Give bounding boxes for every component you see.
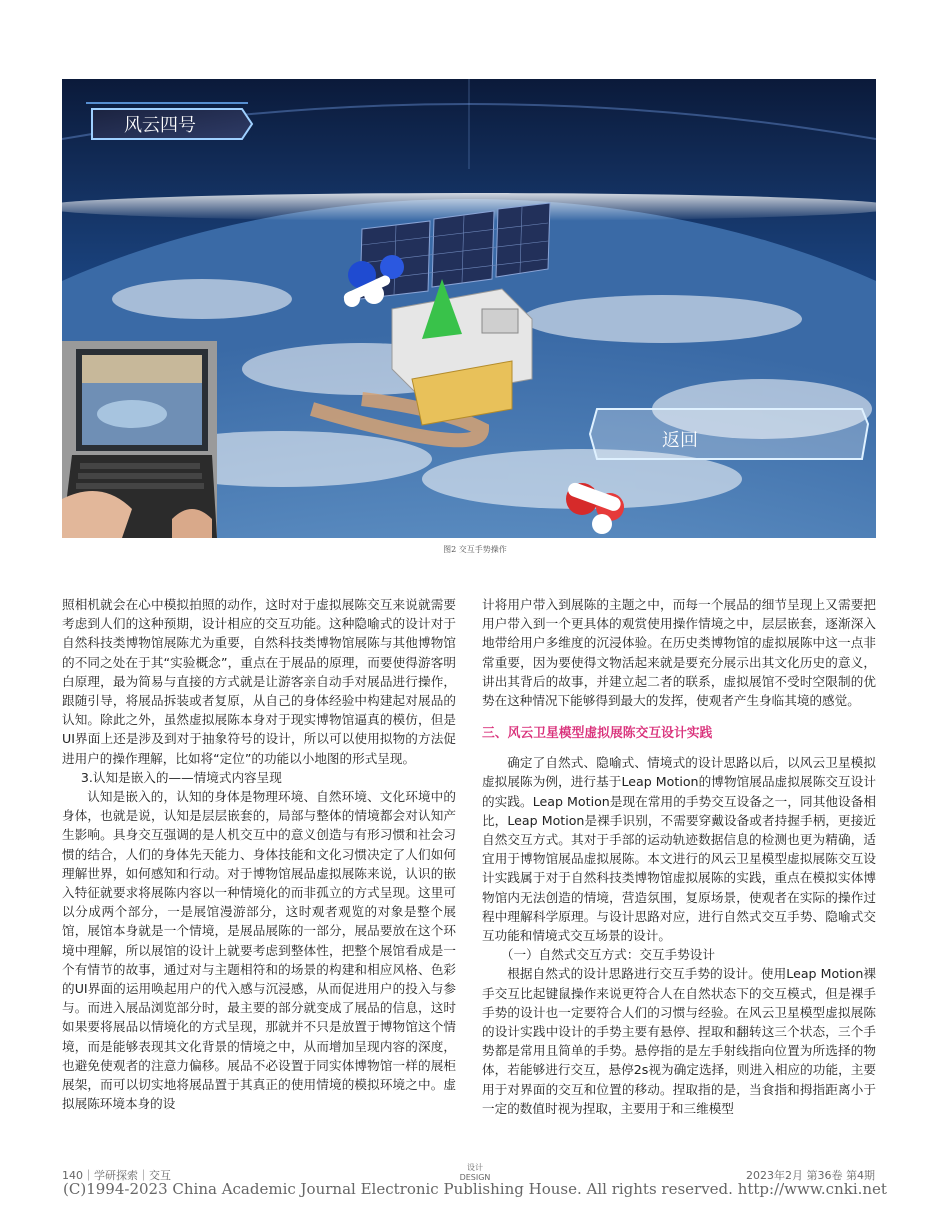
footer-center-top: 设计: [467, 1163, 483, 1172]
hud-title-panel[interactable]: [86, 103, 252, 139]
inset-photo-laptop: [62, 341, 217, 538]
hud-title-text: 风云四号: [124, 115, 196, 136]
right-paragraph-3: 根据自然式的设计思路进行交互手势的设计。使用Leap Motion裸手交互比起键鼠操作来说更符合人在自然状态下的交互模式，但是裸手手势的设计也一定要符合人们的习惯与经验。在风云卫星模型虚拟展陈的设计实践中设计的手势主要有悬停、捏取和翻转这三个状态，三个手势都是常用且简单的手势。悬停指的是左手射线指向位置为所选择的物体，若能够进行交互，悬停2s视为确定选择，则进入相应的功能，主要用于对界面的交互和位置的移动。捏取指的是，当食指和拇指距离小于一定的数值时视为捏取，主要用于和三维模型: [482, 966, 876, 1116]
section-heading: 三、风云卫星模型虚拟展陈交互设计实践: [482, 726, 713, 742]
left-paragraph-1: 照相机就会在心中模拟拍照的动作，这时对于虚拟展陈交互来说就需要考虑到人们的这种预期，设计相应的交互功能。这种隐喻式的设计对于自然科技类博物馆展陈尤为重要，自然科技类博物馆展陈与其他博物馆的不同之处在于其“实验概念”，重点在于展品的原理，而要使得游客明白原理，最为简易与直接的方式就是让游客亲自动手对展品进行操作，跟随引导，将展品拆装或者复原，从自己的身体经验中构建起对展品的认知。除此之外，虽然虚拟展陈本身对于现实博物馆逼真的模仿，但是UI界面上还是涉及到对于抽象符号的设计，所以可以使用拟物的方法促进用户的操作理解，比如将“定位”的功能以小地图的形式呈现。: [62, 597, 456, 766]
hud-back-button[interactable]: [590, 409, 868, 459]
footer-center-bottom: DESIGN: [459, 1173, 491, 1182]
footer-left: 140｜学研探索｜交互: [62, 1169, 171, 1182]
screenshot-illustration: [62, 79, 876, 538]
left-column: [62, 595, 456, 1113]
hud-back-text: 返回: [662, 430, 698, 451]
copyright-line: (C)1994-2023 China Academic Journal Electronic Publishing House. All rights reserved. http://www.cnki.net: [63, 1180, 887, 1198]
right-paragraph-2: 确定了自然式、隐喻式、情境式的设计思路以后，以风云卫星模拟虚拟展陈为例，进行基于Leap Motion的博物馆展品虚拟展陈交互设计的实践。Leap Motion是现在常用的手势交互设备之一，同其他设备相比，Leap Motion是裸手识别，不需要穿戴设备或者持握手柄，更接近自然交互方式。其对于手部的运动轨迹数据信息的检测也更为精确，适宜用于博物馆展品虚拟展陈。本文进行的风云卫星模型虚拟展陈交互设计实践属于对于自然科技类博物馆虚拟展陈的实践，重点在模拟实体博物馆内无法创造的情境，营造氛围，复原场景，使观者在实际的操作过程中理解科学原理。与设计思路对应，进行自然式交互手势、隐喻式交互功能和情境式交互场景的设计。: [482, 755, 876, 944]
right-paragraph-1: 计将用户带入到展陈的主题之中，而每一个展品的细节呈现上又需要把用户带入到一个更具体的观赏使用操作情境之中，层层嵌套，逐渐深入地带给用户多维度的沉浸体验。在历史类博物馆的虚拟展陈中这一点非常重要，因为要使得文物活起来就是要充分展示出其文化历史的意义，讲出其背后的故事，并建立起二者的联系，虚拟展馆不受时空限制的优势在这种情况下能够得到最大的发挥，使观者产生身临其境的感觉。: [482, 597, 876, 709]
left-subheading: 3.认知是嵌入的——情境式内容呈现: [80, 769, 282, 785]
figure-caption: 图2 交互手势操作: [443, 545, 507, 554]
right-column: [482, 595, 876, 1118]
figure-gesture-interaction: [62, 79, 876, 538]
left-paragraph-2: 认知是嵌入的，认知的身体是物理环境、自然环境、文化环境中的身体，也就是说，认知是层层嵌套的，局部与整体的情境都会对认知产生影响。具身交互强调的是人机交互中的意义创造与有形习惯和社会习惯的结合，人们的身体先天能力、身体技能和文化习惯决定了人们如何理解世界，如何感知和行动。对于博物馆展品虚拟展陈来说，认识的嵌入特征就要求将展陈内容以一种情境化的而非孤立的方式呈现。这里可以分成两个部分，一是展馆漫游部分，这时观者观览的对象是整个展馆，展馆本身就是一个情境，是展品展陈的一部分，展品要放在这个环境中理解，所以展馆的设计上就要考虑到整体性，把整个展馆看成是一个有情节的故事，通过对与主题相符和的场景的构建和相应风格、色彩的UI界面的运用唤起用户的代入感与沉浸感，从而促进用户的投入与参与。而进入展品浏览部分时，最主要的部分就变成了展品的信息，这时如果要将展品以情境化的方式呈现，那就并不只是放置于博物馆这个情境，而是能够表现其文化背景的情境之中，从而增加呈现内容的深度，也避免使观者的注意力偏移。展品不必设置于同实体博物馆一样的展柜展架，而可以切实地将展品置于其真正的使用情境的模拟环境之中。虚拟展陈环境本身的设: [62, 789, 456, 1112]
right-subheading: （一）自然式交互方式：交互手势设计: [500, 947, 715, 963]
footer-right: 2023年2月 第36卷 第4期: [746, 1169, 875, 1182]
